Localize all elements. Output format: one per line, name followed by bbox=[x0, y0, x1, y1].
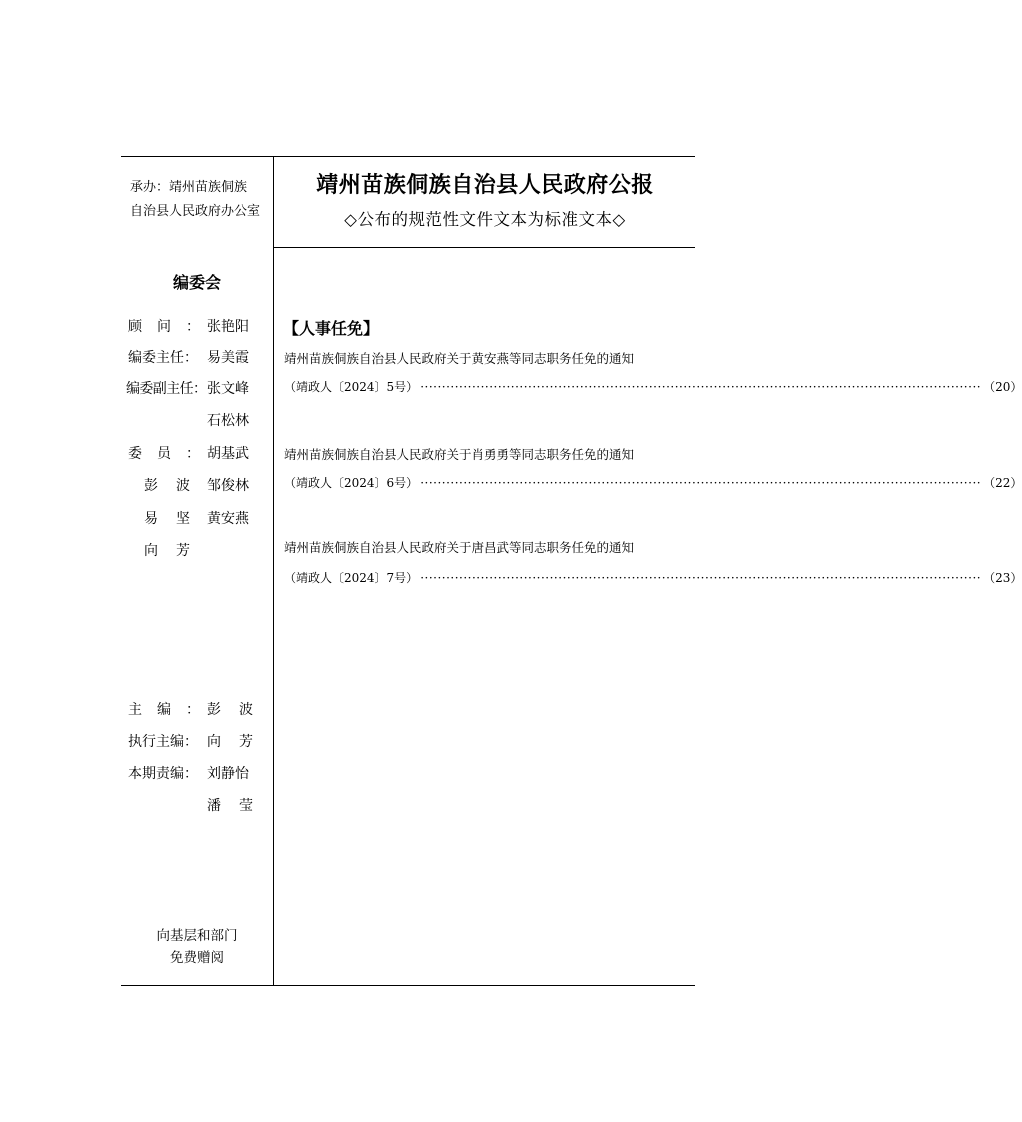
bottom-rule bbox=[121, 985, 695, 986]
toc-item-ref: （靖政人〔2024〕5号） bbox=[284, 380, 419, 394]
vice-chair-name-2: 石松林 bbox=[207, 413, 249, 429]
chair-label: 编委主任： bbox=[128, 350, 198, 366]
vice-chair-name-1: 张文峰 bbox=[207, 381, 249, 397]
gazette-title: 靖州苗族侗族自治县人民政府公报 bbox=[316, 173, 654, 198]
header-rule bbox=[273, 247, 695, 248]
issue-editor-label: 本期责编： bbox=[128, 766, 198, 782]
sponsor-line-2: 自治县人民政府办公室 bbox=[130, 204, 261, 219]
leader-dots: ·································································································································· bbox=[420, 571, 982, 585]
chief-editor-name: 彭波 bbox=[207, 702, 253, 718]
chief-editor-label: 主编： bbox=[128, 702, 200, 718]
toc-item-page: （23） bbox=[983, 571, 1022, 585]
member-name-1: 胡基武 bbox=[207, 446, 249, 462]
toc-item-ref-row[interactable] bbox=[284, 378, 1022, 395]
member-name-5: 黄安燕 bbox=[207, 511, 249, 527]
toc-item-title[interactable]: 靖州苗族侗族自治县人民政府关于黄安燕等同志职务任免的通知 bbox=[284, 351, 635, 366]
leader-dots: ·································································································································· bbox=[420, 380, 982, 394]
issue-editor-name-1: 刘静怡 bbox=[207, 766, 249, 782]
chair-name: 易美霞 bbox=[207, 350, 249, 366]
sponsor-line-1: 承办：靖州苗族侗族 bbox=[130, 180, 248, 195]
gazette-subtitle: ◇公布的规范性文件文本为标准文本◇ bbox=[344, 210, 626, 229]
exec-editor-name: 向芳 bbox=[207, 734, 253, 750]
toc-item-title[interactable]: 靖州苗族侗族自治县人民政府关于唐昌武等同志职务任免的通知 bbox=[284, 540, 635, 555]
leader-dots: ·································································································································· bbox=[420, 476, 982, 490]
advisor-name: 张艳阳 bbox=[207, 319, 249, 335]
toc-item-page: （22） bbox=[983, 476, 1022, 490]
member-name-4: 易坚 bbox=[144, 511, 190, 527]
section-heading: 【人事任免】 bbox=[283, 319, 380, 338]
members-label: 委员： bbox=[128, 446, 200, 462]
committee-title: 编委会 bbox=[172, 273, 221, 292]
member-name-2: 彭波 bbox=[144, 478, 190, 494]
issue-editor-name-2: 潘莹 bbox=[207, 798, 253, 814]
exec-editor-label: 执行主编： bbox=[128, 734, 198, 750]
footer-line-1: 向基层和部门 bbox=[156, 928, 238, 944]
advisor-label: 顾问： bbox=[128, 319, 200, 335]
toc-item-page: （20） bbox=[983, 380, 1022, 394]
top-rule bbox=[121, 156, 695, 157]
member-name-3: 邹俊林 bbox=[207, 478, 249, 494]
toc-item-ref: （靖政人〔2024〕6号） bbox=[284, 476, 419, 490]
member-name-6: 向芳 bbox=[144, 543, 190, 559]
toc-item-ref: （靖政人〔2024〕7号） bbox=[284, 571, 419, 585]
toc-item-title[interactable]: 靖州苗族侗族自治县人民政府关于肖勇勇等同志职务任免的通知 bbox=[284, 447, 635, 462]
sponsor-block bbox=[130, 176, 260, 224]
column-divider bbox=[273, 157, 274, 986]
toc-item-ref-row[interactable] bbox=[284, 569, 1022, 586]
footer-line-2: 免费赠阅 bbox=[170, 950, 224, 966]
toc-item-ref-row[interactable] bbox=[284, 474, 1022, 491]
vice-chair-label: 编委副主任： bbox=[126, 381, 207, 397]
free-distribution-note bbox=[121, 925, 273, 969]
